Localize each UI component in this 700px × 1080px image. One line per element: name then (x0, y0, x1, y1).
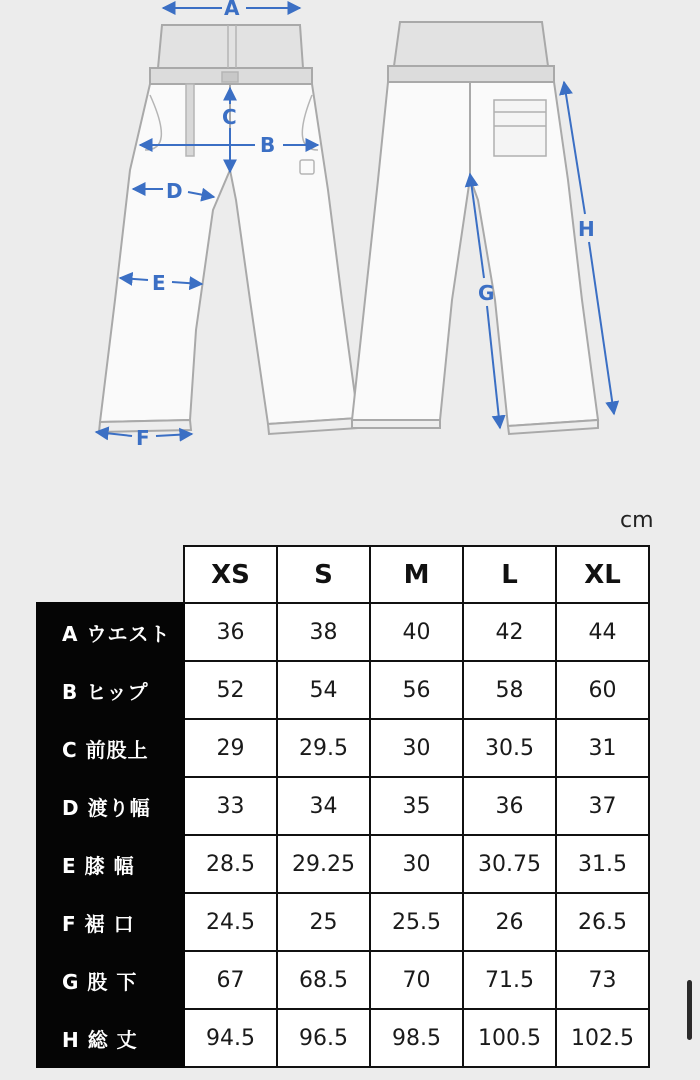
cell-value: 28.5 (184, 835, 277, 893)
table-row (37, 603, 649, 661)
cell-value: 29.25 (277, 835, 370, 893)
cell-value: 40 (370, 603, 463, 661)
cell-value: 56 (370, 661, 463, 719)
cell-value: 34 (277, 777, 370, 835)
label-e: E (152, 271, 166, 295)
cell-value: 29.5 (277, 719, 370, 777)
unit-label: cm (620, 508, 654, 533)
back-view-pants (352, 22, 598, 434)
cell-value: 73 (556, 951, 649, 1009)
label-g: G (478, 281, 495, 305)
cell-value: 33 (184, 777, 277, 835)
table-row (37, 719, 649, 777)
cell-value: 29 (184, 719, 277, 777)
cell-value: 102.5 (556, 1009, 649, 1067)
table-row (37, 661, 649, 719)
size-header: XL (556, 546, 649, 603)
table-corner (37, 546, 184, 603)
cell-value: 25 (277, 893, 370, 951)
cell-value: 35 (370, 777, 463, 835)
scrollbar-thumb[interactable] (687, 980, 692, 1040)
cell-value: 26.5 (556, 893, 649, 951)
size-header: S (277, 546, 370, 603)
pants-measurement-diagram (0, 0, 700, 500)
cell-value: 42 (463, 603, 556, 661)
table-row (37, 777, 649, 835)
cell-value: 30 (370, 835, 463, 893)
row-label: B ヒップ (37, 661, 184, 719)
size-header-row (37, 546, 649, 603)
cell-value: 71.5 (463, 951, 556, 1009)
cell-value: 60 (556, 661, 649, 719)
row-label: F 裾 口 (37, 893, 184, 951)
cell-value: 94.5 (184, 1009, 277, 1067)
cell-value: 70 (370, 951, 463, 1009)
row-label: E 膝 幅 (37, 835, 184, 893)
row-label: C 前股上 (37, 719, 184, 777)
cell-value: 31 (556, 719, 649, 777)
table-row (37, 951, 649, 1009)
table-row (37, 893, 649, 951)
label-f: F (136, 426, 150, 450)
row-label: A ウエスト (37, 603, 184, 661)
row-label: G 股 下 (37, 951, 184, 1009)
cell-value: 58 (463, 661, 556, 719)
row-label: D 渡り幅 (37, 777, 184, 835)
cell-value: 96.5 (277, 1009, 370, 1067)
back-pocket (494, 100, 546, 156)
cell-value: 36 (184, 603, 277, 661)
cell-value: 24.5 (184, 893, 277, 951)
table-row (37, 835, 649, 893)
label-c: C (222, 105, 237, 129)
label-b: B (260, 133, 276, 157)
size-header: L (463, 546, 556, 603)
cell-value: 30.5 (463, 719, 556, 777)
size-chart-table (36, 545, 650, 1068)
cell-value: 37 (556, 777, 649, 835)
cell-value: 36 (463, 777, 556, 835)
cell-value: 25.5 (370, 893, 463, 951)
cell-value: 68.5 (277, 951, 370, 1009)
size-header: M (370, 546, 463, 603)
label-a: A (224, 0, 240, 20)
cell-value: 30 (370, 719, 463, 777)
cell-value: 54 (277, 661, 370, 719)
label-d: D (166, 179, 183, 203)
label-h: H (578, 217, 595, 241)
cell-value: 100.5 (463, 1009, 556, 1067)
size-header: XS (184, 546, 277, 603)
cell-value: 30.75 (463, 835, 556, 893)
row-label: H 総 丈 (37, 1009, 184, 1067)
front-view-pants (99, 25, 359, 434)
cell-value: 44 (556, 603, 649, 661)
cell-value: 31.5 (556, 835, 649, 893)
cell-value: 38 (277, 603, 370, 661)
cell-value: 26 (463, 893, 556, 951)
cell-value: 52 (184, 661, 277, 719)
cell-value: 67 (184, 951, 277, 1009)
table-row (37, 1009, 649, 1067)
cell-value: 98.5 (370, 1009, 463, 1067)
